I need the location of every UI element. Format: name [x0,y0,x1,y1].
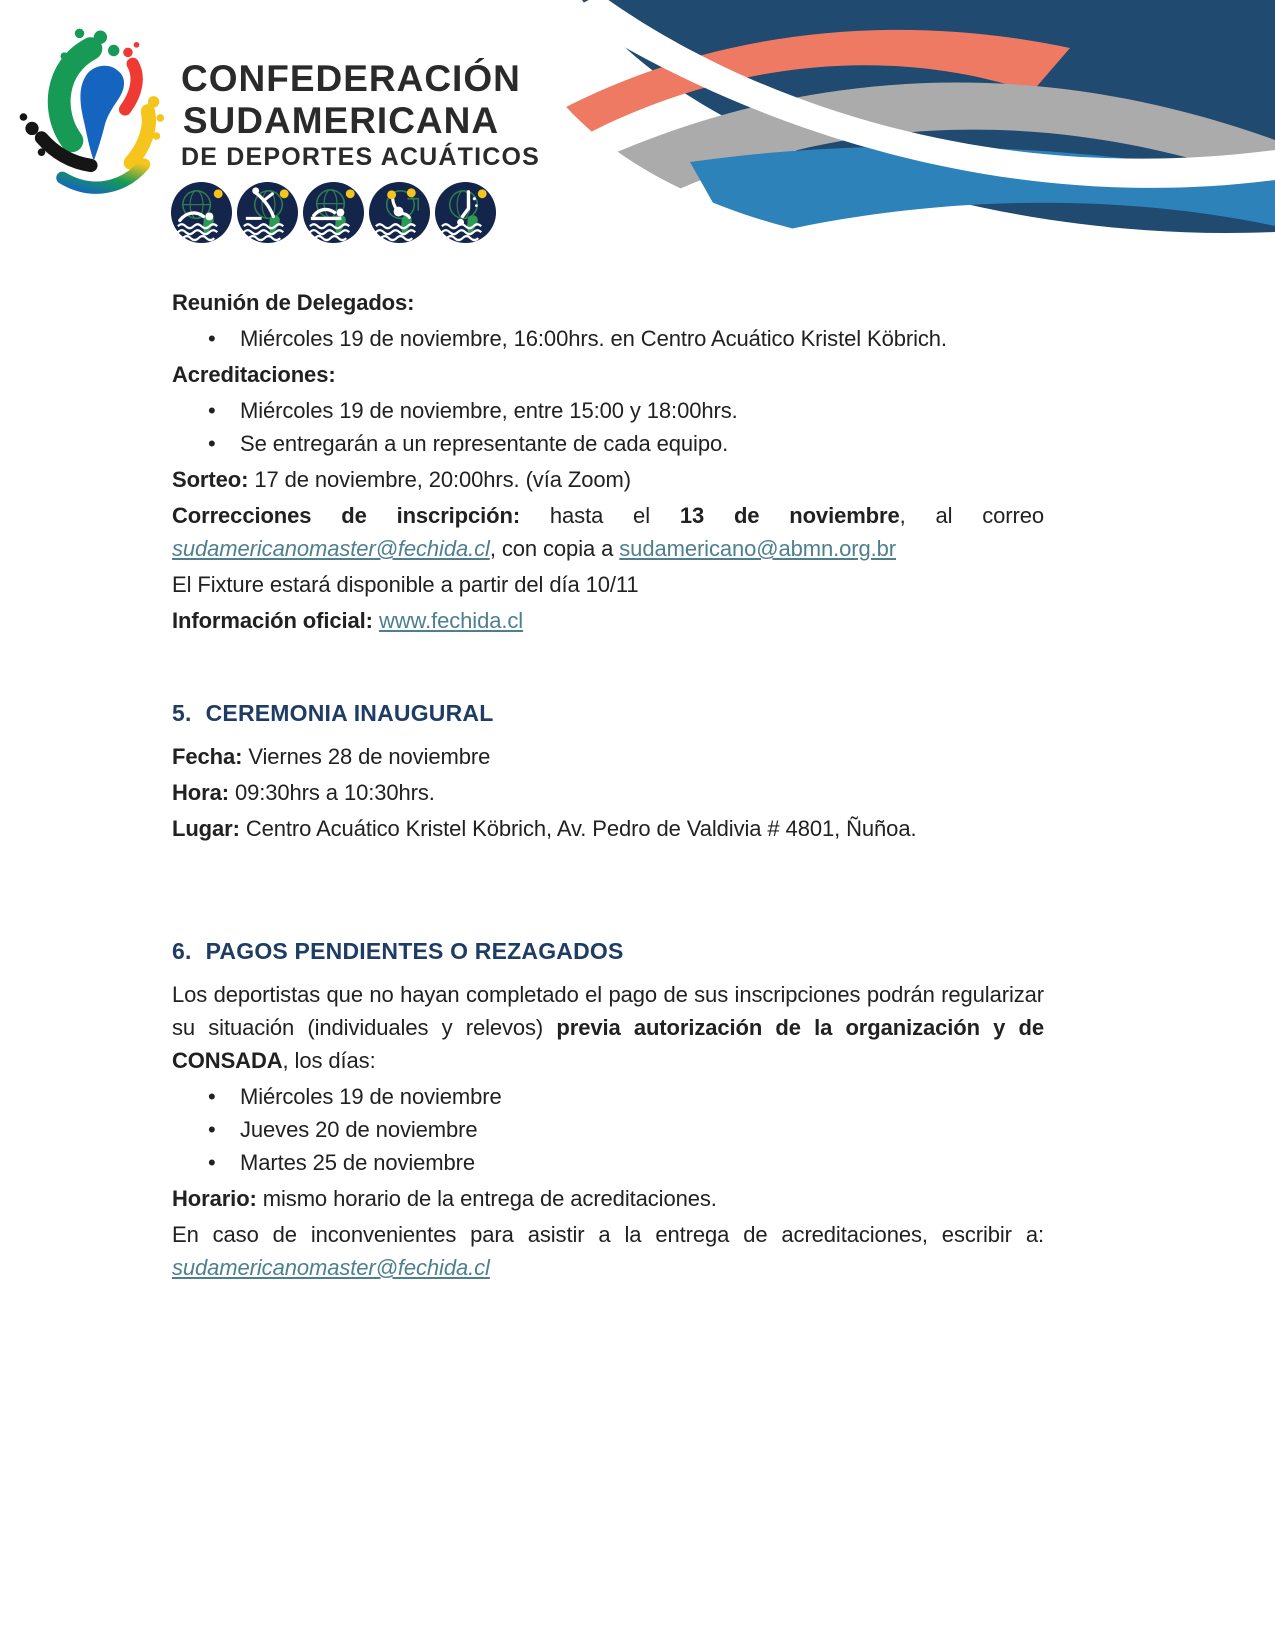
correcciones-text-3: , con copia a [489,536,620,561]
lugar-line [172,812,1044,845]
org-name-line2: SUDAMERICANA [182,100,500,141]
horario-value: mismo horario de la entrega de acreditaciones. [256,1186,717,1211]
open-water-swimming-badge-icon [302,181,365,244]
list-item: • Jueves 20 de noviembre [172,1113,1044,1146]
info-oficial-label: Información oficial: [172,608,373,633]
hora-value: 09:30hrs a 10:30hrs. [228,780,435,805]
correcciones-label: Correcciones de inscripción: [172,503,521,528]
corner-swoosh-graphic [560,0,1275,245]
org-name-line3: DE DEPORTES ACUÁTICOS [181,143,541,171]
section-6-heading [172,935,1044,968]
accreditations-label: Acreditaciones: [172,362,336,387]
lugar-label: Lugar: [172,816,240,841]
list-item: • Miércoles 19 de noviembre, 16:00hrs. en Centro Acuático Kristel Köbrich. [172,322,1044,355]
fecha-label: Fecha: [172,744,243,769]
sorteo-line [172,463,1044,496]
section-5-heading [172,697,1044,730]
org-name-line1: CONFEDERACIÓN [181,58,521,99]
pagos-text-2: , los días: [282,1048,376,1073]
hora-label: Hora: [172,780,229,805]
section-6-title: PAGOS PENDIENTES O REZAGADOS [205,938,624,964]
accreditations-list [172,394,1044,460]
diving-badge-icon [236,181,299,244]
lugar-value: Centro Acuático Kristel Köbrich, Av. Pedro de Valdivia # 4801, Ñuñoa. [239,816,917,841]
list-item: • Martes 25 de noviembre [172,1146,1044,1179]
sorteo-label: Sorteo: [172,467,249,492]
document-body [172,286,1044,1287]
horario-line [172,1182,1044,1215]
org-wordmark [181,58,541,172]
website-link-fechida[interactable]: www.fechida.cl [378,608,524,633]
section-5-number: 5. [172,700,192,726]
fecha-line [172,740,1044,773]
email-link-fechida[interactable]: sudamericanomaster@fechida.cl [172,536,490,561]
pagos-days-list [172,1080,1044,1179]
correcciones-text-2: , al correo [899,503,1044,528]
swimming-badge-icon [170,181,233,244]
discipline-badges [170,181,497,244]
hora-line [172,776,1044,809]
list-item: • Miércoles 19 de noviembre, entre 15:00 y 18:00hrs. [172,394,1044,427]
delegates-list [172,322,1044,355]
email-link-abmn[interactable]: sudamericano@abmn.org.br [619,536,897,561]
pagos-paragraph [172,978,1044,1077]
artistic-swimming-badge-icon [434,181,497,244]
fecha-value: Viernes 28 de noviembre [242,744,491,769]
fixture-line: El Fixture estará disponible a partir del día 10/11 [172,572,639,597]
section-6-number: 6. [172,938,192,964]
sorteo-text: 17 de noviembre, 20:00hrs. (vía Zoom) [248,467,631,492]
list-item: • Se entregarán a un representante de cada equipo. [172,427,1044,460]
pagos-text-1: Los deportistas que no hayan completado el pago de sus inscripciones podrán regularizar su situación (individuales y relevos) [172,982,1044,1040]
horario-label: Horario: [172,1186,257,1211]
correcciones-paragraph [172,499,1044,565]
note-text: En caso de inconvenientes para asistir a la entrega de acreditaciones, escribir a: [172,1222,1044,1247]
accreditations-heading [172,358,1044,391]
delegates-label: Reunión de Delegados: [172,290,415,315]
correcciones-date: 13 de noviembre [679,503,900,528]
section-5-title: CEREMONIA INAUGURAL [205,700,494,726]
correcciones-text-1: hasta el [520,503,680,528]
csda-splash-logo-icon [8,22,170,212]
list-item: • Miércoles 19 de noviembre [172,1080,1044,1113]
water-polo-badge-icon [368,181,431,244]
note-email-link[interactable]: sudamericanomaster@fechida.cl [172,1255,490,1280]
pagos-bold: previa autorización de la organización y de CONSADA [172,1015,1044,1073]
info-oficial-line [172,604,1044,637]
note-paragraph [172,1218,1044,1284]
delegates-heading [172,286,1044,319]
